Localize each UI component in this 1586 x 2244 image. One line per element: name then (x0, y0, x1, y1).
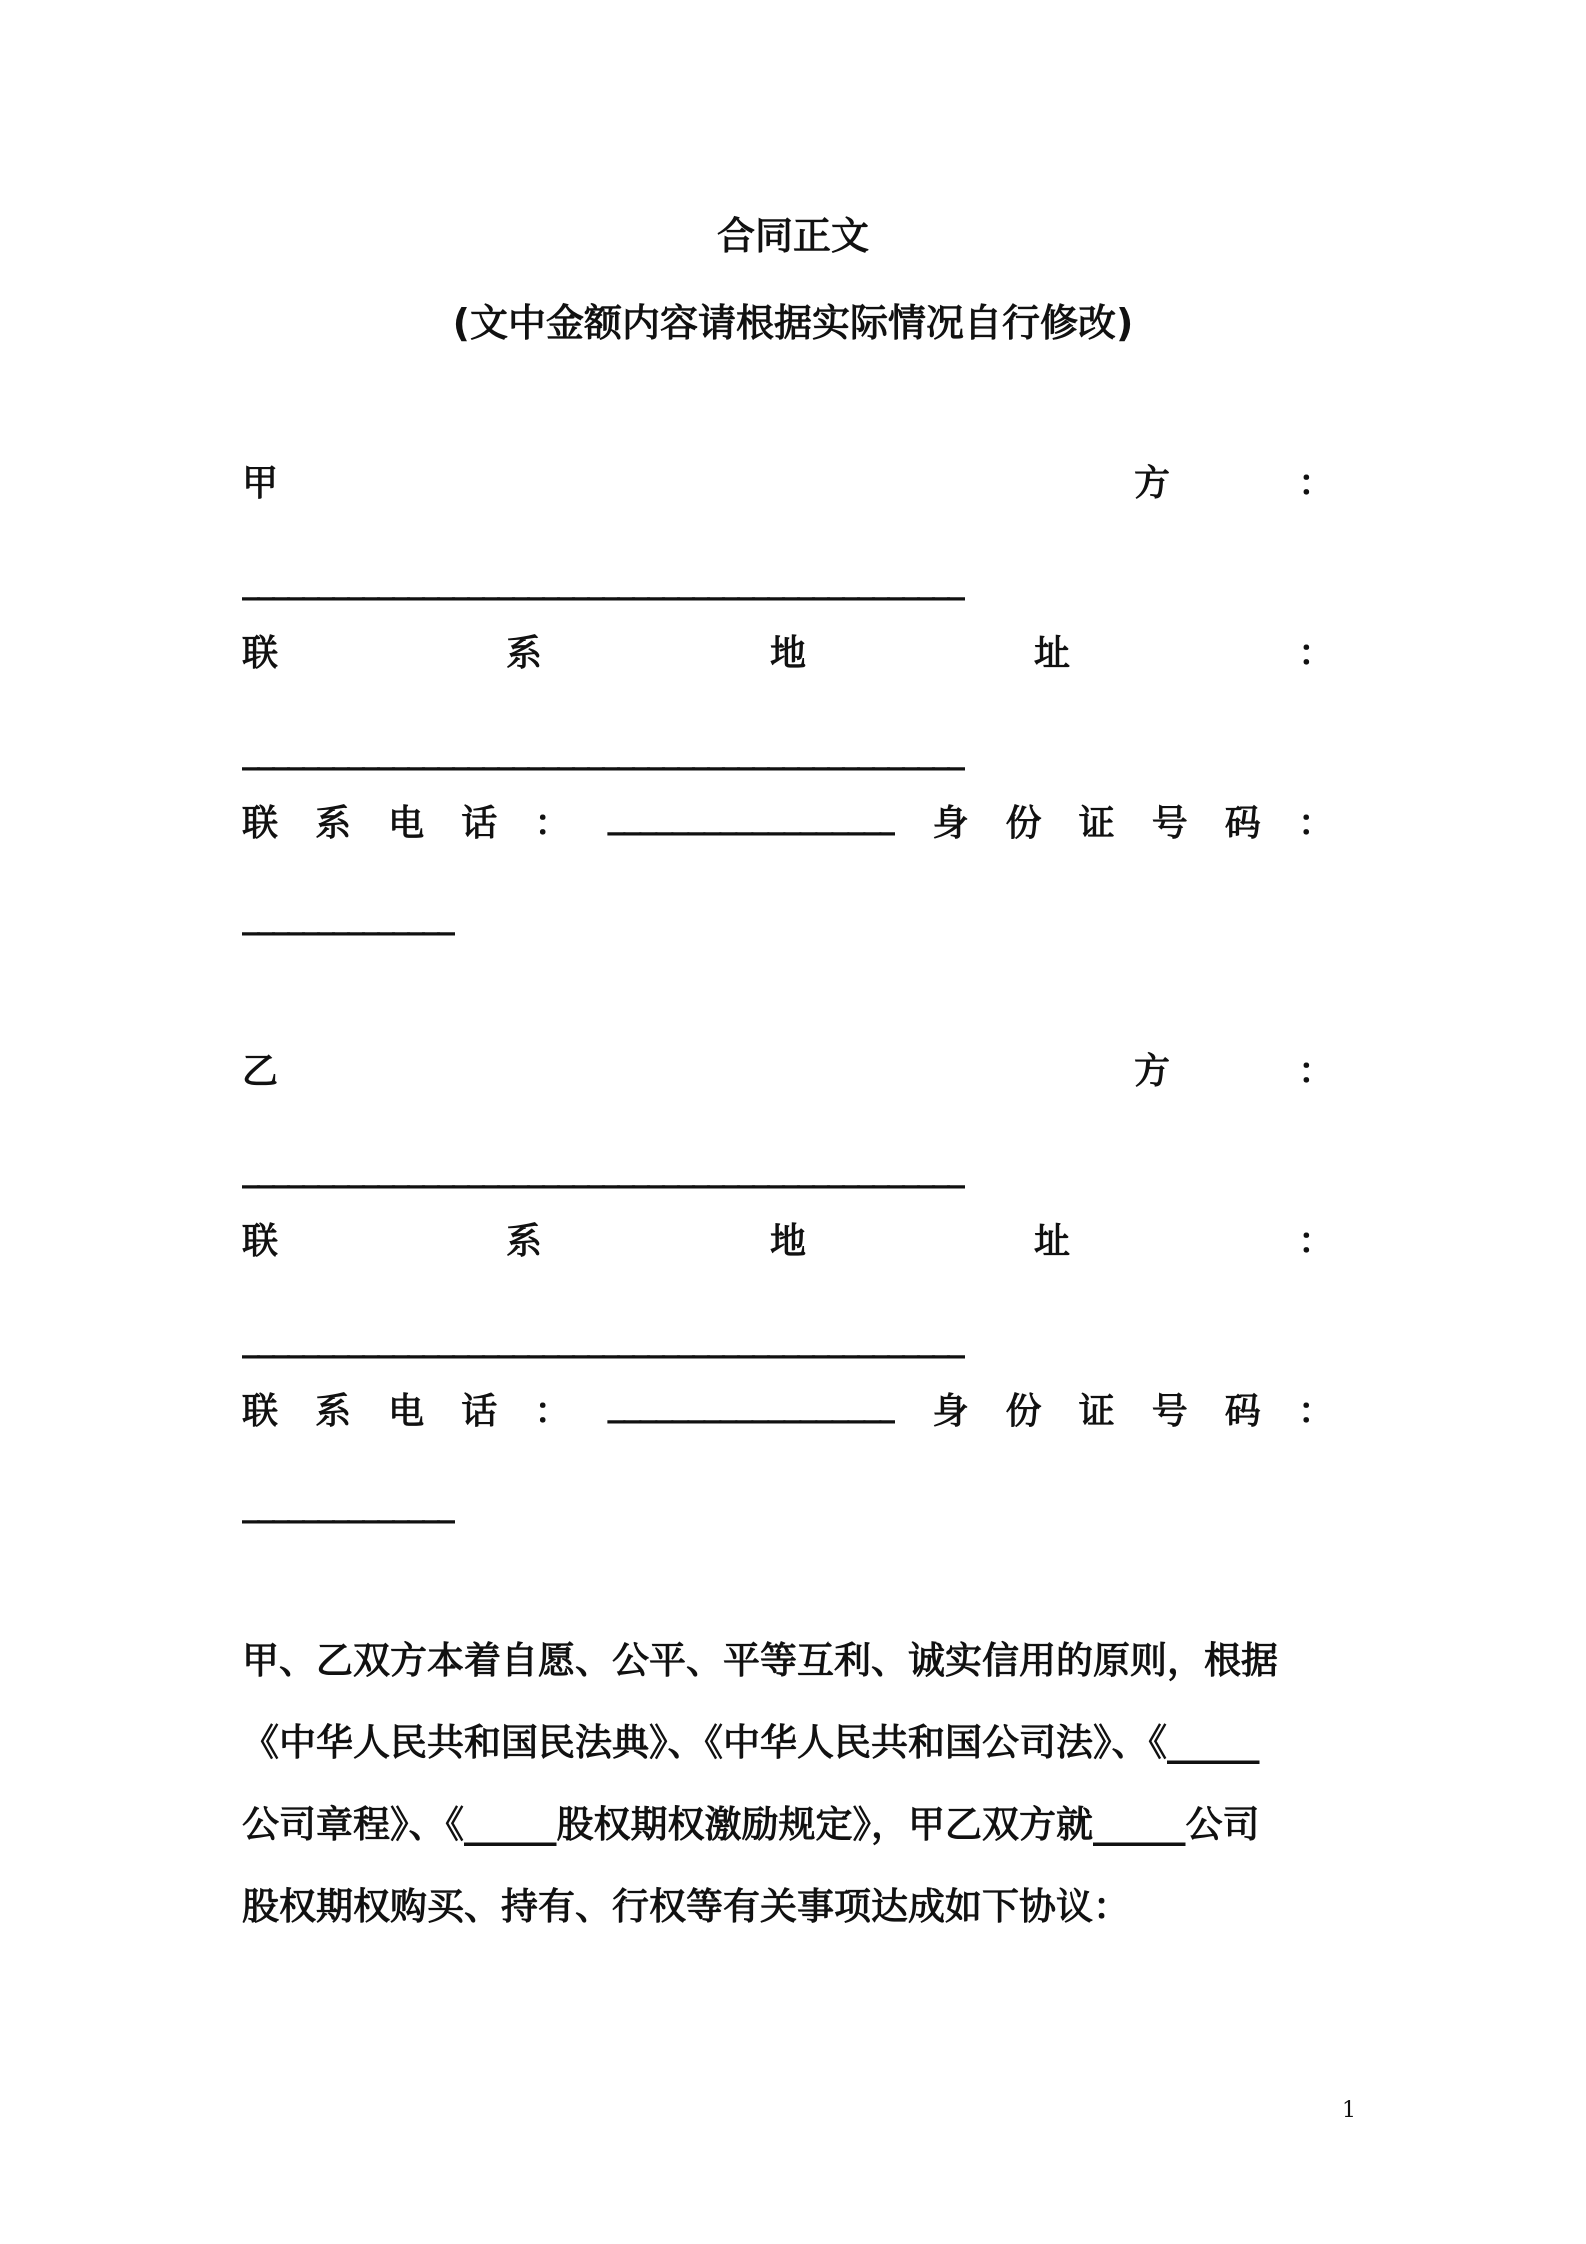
id-label-char: 号 (1151, 1391, 1188, 1432)
address-label-char: 址 (1033, 633, 1070, 674)
address-label-char: 联 (242, 1221, 279, 1262)
id-label-char: 份 (1005, 803, 1042, 844)
id-label-char: 证 (1078, 803, 1115, 844)
party-a-label-char: 甲 (242, 463, 279, 504)
party-a-name-row (242, 455, 1334, 506)
id-label-char: 号 (1151, 803, 1188, 844)
party-b-name-blank[interactable]: ________________________________________________ (242, 1148, 962, 1189)
party-b-label-char: 方 (1133, 1051, 1170, 1092)
phone-label-colon: ： (534, 803, 571, 844)
phone-label-char: 系 (315, 803, 352, 844)
id-label-colon: ： (1297, 1391, 1334, 1432)
address-label-colon: ： (1297, 633, 1334, 674)
address-label-colon: ： (1297, 1221, 1334, 1262)
party-a-label-colon: ： (1297, 463, 1334, 504)
id-label-char: 身 (932, 803, 969, 844)
party-a-id-blank[interactable]: ______________ (242, 895, 452, 936)
party-a-phone-row (242, 795, 1334, 846)
party-b-id-blank[interactable]: ______________ (242, 1483, 452, 1524)
id-label-char: 证 (1078, 1391, 1115, 1432)
paragraph-line: 《中华人民共和国民法典》、《中华人民共和国公司法》、《_____ (242, 1721, 1260, 1764)
party-b-address-row (242, 1213, 1334, 1264)
page-title: 合同正文 (716, 214, 869, 258)
id-label-colon: ： (1297, 803, 1334, 844)
phone-label-char: 电 (388, 1391, 425, 1432)
party-a-label-char: 方 (1133, 463, 1170, 504)
address-label-char: 系 (505, 1221, 542, 1262)
party-a-address-row (242, 625, 1334, 676)
party-b-label-colon: ： (1297, 1051, 1334, 1092)
party-b-label-char: 乙 (242, 1051, 279, 1092)
address-label-char: 地 (769, 1221, 806, 1262)
id-label-char: 码 (1224, 1391, 1261, 1432)
party-b-phone-blank[interactable]: __________________ (607, 1383, 896, 1424)
address-label-char: 系 (505, 633, 542, 674)
id-label-char: 码 (1224, 803, 1261, 844)
party-a-phone-blank[interactable]: __________________ (607, 795, 896, 836)
id-label-char: 份 (1005, 1391, 1042, 1432)
party-b-address-blank[interactable]: ________________________________________________ (242, 1318, 962, 1359)
party-a-address-blank[interactable]: ________________________________________________ (242, 730, 962, 771)
address-label-char: 地 (769, 633, 806, 674)
phone-label-char: 联 (242, 803, 279, 844)
phone-label-char: 话 (461, 803, 498, 844)
page-number: 1 (1342, 2098, 1356, 2123)
phone-label-char: 电 (388, 803, 425, 844)
party-b-name-row (242, 1043, 1334, 1094)
paragraph-line: 公司章程》、《_____股权期权激励规定》，甲乙双方就_____公司 (242, 1803, 1260, 1846)
phone-label-colon: ： (534, 1391, 571, 1432)
address-label-char: 联 (242, 633, 279, 674)
party-b-phone-row (242, 1383, 1334, 1434)
address-label-char: 址 (1033, 1221, 1070, 1262)
party-a-name-blank[interactable]: ________________________________________________ (242, 560, 962, 601)
id-label-char: 身 (932, 1391, 969, 1432)
page-subtitle: (文中金额内容请根据实际情况自行修改) (452, 301, 1134, 345)
phone-label-char: 联 (242, 1391, 279, 1432)
agreement-paragraph (242, 1620, 1362, 1948)
phone-label-char: 系 (315, 1391, 352, 1432)
phone-label-char: 话 (461, 1391, 498, 1432)
paragraph-line: 甲、乙双方本着自愿、公平、平等互利、诚实信用的原则，根据 (242, 1639, 1278, 1682)
paragraph-line: 股权期权购买、持有、行权等有关事项达成如下协议： (242, 1885, 1130, 1928)
